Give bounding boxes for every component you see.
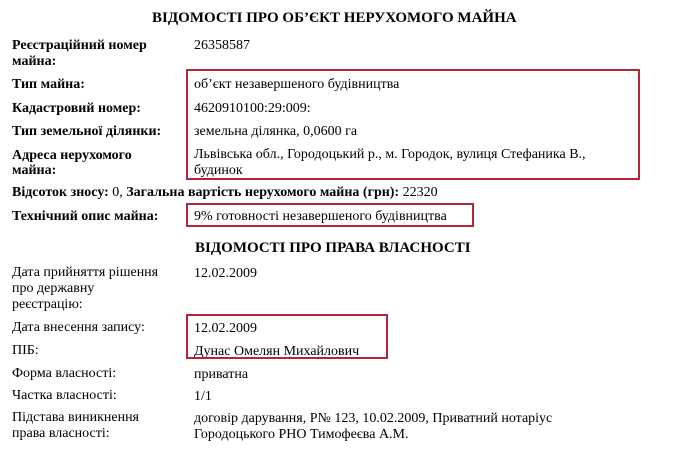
- total-value-label: Загальна вартість нерухомого майна (грн):: [126, 185, 400, 200]
- owner-name-label: ПІБ:: [12, 343, 39, 358]
- ownership-basis-value-line2: Городоцького РНО Тимофеєва А.М.: [194, 427, 409, 442]
- address-label-line2: майна:: [12, 163, 57, 178]
- decision-date-label-line2: про державну: [12, 281, 95, 296]
- address-label-line1: Адреса нерухомого: [12, 148, 132, 163]
- ownership-form-value: приватна: [194, 367, 249, 382]
- land-type-label: Тип земельної ділянки:: [12, 124, 162, 139]
- tech-description-value: 9% готовності незавершеного будівництва: [194, 209, 447, 224]
- reg-number-value: 26358587: [194, 38, 250, 53]
- entry-date-value: 12.02.2009: [194, 321, 257, 336]
- wear-label: Відсоток зносу:: [12, 185, 109, 200]
- address-value-line2: будинок: [194, 163, 243, 178]
- ownership-basis-label-line1: Підстава виникнення: [12, 410, 139, 425]
- property-type-value: об’єкт незавершеного будівництва: [194, 77, 400, 92]
- wear-value: 0,: [108, 185, 127, 200]
- decision-date-value: 12.02.2009: [194, 266, 257, 281]
- property-details-highlight-box: [186, 69, 640, 180]
- entry-date-label: Дата внесення запису:: [12, 320, 145, 335]
- property-type-label: Тип майна:: [12, 77, 85, 92]
- cadastral-number-value: 4620910100:29:009:: [194, 101, 311, 116]
- tech-description-label: Технічний опис майна:: [12, 209, 159, 224]
- ownership-form-label: Форма власності:: [12, 366, 117, 381]
- cadastral-number-label: Кадастровий номер:: [12, 101, 141, 116]
- property-section-title: ВІДОМОСТІ ПРО ОБ’ЄКТ НЕРУХОМОГО МАЙНА: [152, 10, 517, 26]
- ownership-share-label: Частка власності:: [12, 388, 117, 403]
- total-value-value: 22320: [399, 185, 438, 200]
- decision-date-label-line3: реєстрацію:: [12, 297, 83, 312]
- wear-and-value-line: [12, 184, 438, 201]
- ownership-basis-label-line2: права власності:: [12, 426, 110, 441]
- ownership-basis-value-line1: договір дарування, Р№ 123, 10.02.2009, Приватний нотаріус: [194, 411, 553, 426]
- owner-name-value: Дунас Омелян Михайлович: [194, 344, 360, 359]
- tech-description-highlight-box: [186, 203, 474, 227]
- rights-section-title: ВІДОМОСТІ ПРО ПРАВА ВЛАСНОСТІ: [195, 240, 471, 256]
- land-type-value: земельна ділянка, 0,0600 га: [194, 124, 358, 139]
- reg-number-label-line2: майна:: [12, 54, 57, 69]
- decision-date-label-line1: Дата прийняття рішення: [12, 265, 159, 280]
- address-value-line1: Львівська обл., Городоцький р., м. Городок, вулиця Стефаника В.,: [194, 147, 586, 162]
- owner-highlight-box: [186, 314, 388, 359]
- reg-number-label-line1: Реєстраційний номер: [12, 38, 147, 53]
- ownership-share-value: 1/1: [194, 389, 212, 404]
